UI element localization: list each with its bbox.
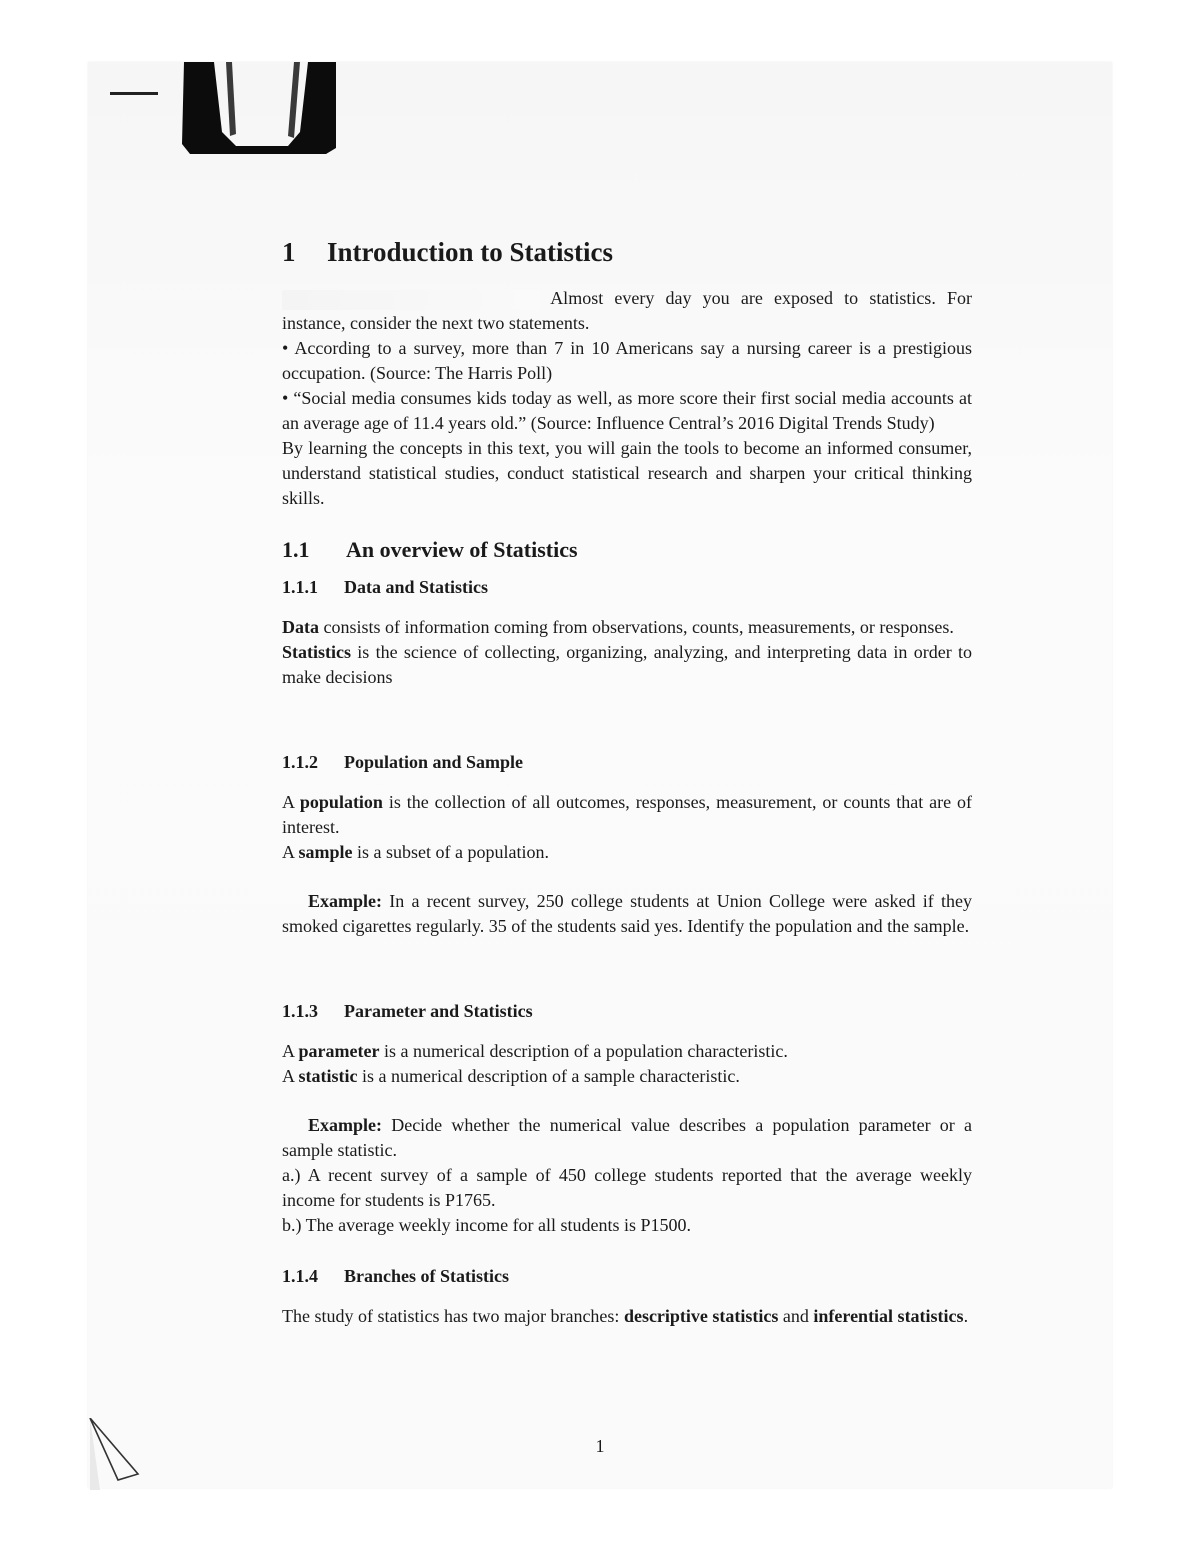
heading-number: 1.1.1 xyxy=(282,577,318,597)
section-heading xyxy=(282,232,972,272)
heading-title: Population and Sample xyxy=(344,752,524,772)
heading-number: 1.1.4 xyxy=(282,1266,318,1286)
example-item-a: a.) A recent survey of a sample of 450 college students reported that the average weekly income for students is P1765. xyxy=(282,1165,972,1210)
heading-population-and-sample xyxy=(282,748,972,776)
example-parameter-statistic xyxy=(282,1113,972,1163)
branches-paragraph: The study of statistics has two major branches: descriptive statistics and inferential statistics. xyxy=(282,1306,969,1326)
term-population: population xyxy=(299,792,383,812)
term-statistic: statistic xyxy=(298,1066,358,1086)
intro-paragraph xyxy=(282,286,972,336)
heading-title: Data and Statistics xyxy=(344,577,489,597)
document-body xyxy=(282,232,972,1329)
intro-text: Almost every day you are exposed to statistics. For instance, consider the next two statements. xyxy=(282,288,972,333)
heading-parameter-and-statistics xyxy=(282,997,972,1025)
definition-parameter: A parameter is a numerical description of a population characteristic. xyxy=(282,1041,788,1061)
pen-mark xyxy=(110,92,158,95)
subsection-title: An overview of Statistics xyxy=(346,537,578,562)
term-statistics: Statistics xyxy=(282,642,351,662)
definition-population: A population is the collection of all outcomes, responses, measurement, or counts that are of interest. xyxy=(282,792,972,837)
bullet-survey: • According to a survey, more than 7 in 10 Americans say a nursing career is a prestigious occupation. (Source: The Harris Poll) xyxy=(282,338,972,383)
subsection-heading xyxy=(282,535,972,565)
definition-sample: A sample is a subset of a population. xyxy=(282,842,549,862)
heading-data-and-statistics xyxy=(282,573,972,601)
binder-clip-icon xyxy=(176,62,340,154)
heading-number: 1.1.2 xyxy=(282,752,318,772)
example-label: Example: xyxy=(308,1115,382,1135)
definition-text: is the science of collecting, organizing, analyzing, and interpreting data in order to make decisions xyxy=(282,642,972,687)
example-population-sample xyxy=(282,889,972,939)
heading-number: 1.1.3 xyxy=(282,1001,318,1021)
example-text: In a recent survey, 250 college students at Union College were asked if they smoked cigarettes regularly. 35 of the students said yes. Identify the population and the sample. xyxy=(282,891,972,936)
redacted-text xyxy=(282,290,540,310)
term-descriptive-statistics: descriptive statistics xyxy=(623,1306,779,1326)
term-data: Data xyxy=(282,617,319,637)
term-inferential-statistics: inferential statistics xyxy=(813,1306,964,1326)
heading-branches-of-statistics xyxy=(282,1262,972,1290)
example-label: Example: xyxy=(308,891,382,911)
page-number: 1 xyxy=(595,1436,605,1456)
term-parameter: parameter xyxy=(298,1041,380,1061)
definition-text: consists of information coming from observations, counts, measurements, or responses. xyxy=(319,617,954,637)
section-number: 1 xyxy=(282,237,296,267)
bullet-social-media: • “Social media consumes kids today as well, as more score their first social media accounts at an average age of 11.4 years old.” (Source: Influence Central’s 2016 Digital Trends Study) xyxy=(282,388,972,433)
heading-title: Parameter and Statistics xyxy=(344,1001,533,1021)
term-sample: sample xyxy=(298,842,353,862)
example-item-b: b.) The average weekly income for all students is P1500. xyxy=(282,1215,692,1235)
heading-title: Branches of Statistics xyxy=(344,1266,509,1286)
definition-statistics xyxy=(282,640,972,690)
definition-statistic: A statistic is a numerical description of a sample characteristic. xyxy=(282,1066,740,1086)
intro-closing: By learning the concepts in this text, you will gain the tools to become an informed consumer, understand statistical studies, conduct statistical research and sharpen your critical thinking skills. xyxy=(282,438,972,508)
subsection-number: 1.1 xyxy=(282,537,310,562)
definition-data xyxy=(282,615,972,640)
example-text: Decide whether the numerical value describes a population parameter or a sample statistic. xyxy=(282,1115,972,1160)
section-title: Introduction to Statistics xyxy=(327,237,614,267)
